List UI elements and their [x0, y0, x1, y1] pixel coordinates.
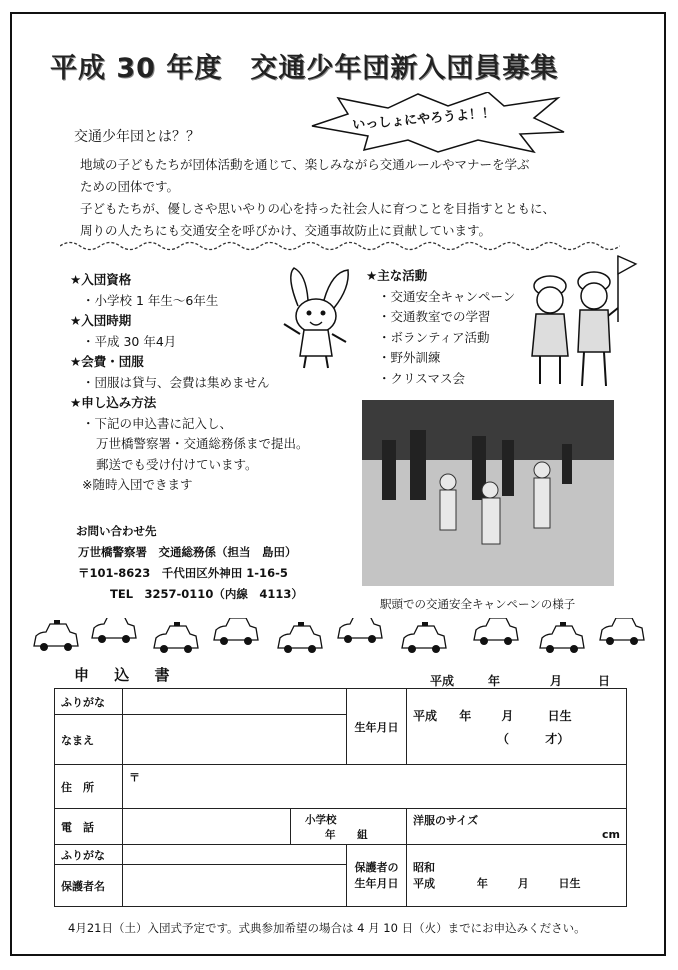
intro-heading: 交通少年団とは？？ — [74, 129, 200, 145]
police-car-icon — [154, 622, 198, 653]
guardian-furigana-label: ふりがな — [55, 845, 123, 865]
apply-line: 万世橋警察署・交通総務係まで提出。 — [96, 436, 309, 451]
era-showa: 昭和 — [413, 860, 435, 874]
police-car-icon — [600, 618, 644, 645]
activity-item: ・交通安全キャンペーン — [378, 288, 516, 304]
phone-field[interactable] — [123, 809, 291, 845]
intro-line: 地域の子どもたちが団体活動を通じて、楽しみながら交通ルールやマナーを学ぶ — [80, 157, 530, 172]
date-day[interactable]: 日 — [598, 674, 611, 688]
police-car-icon — [92, 618, 136, 643]
kids-with-flag-illustration — [522, 252, 638, 398]
school-year-label: 年 — [325, 828, 336, 841]
furigana-field[interactable] — [123, 689, 347, 715]
apply-line: ・下記の申込書に記入し、 — [82, 415, 233, 431]
activity-item: ・クリスマス会 — [378, 370, 466, 386]
rabbit-mascot-icon — [276, 266, 356, 370]
clothing-size-field[interactable] — [407, 809, 627, 845]
police-car-icon — [474, 618, 518, 645]
photo-caption: 駅頭での交通安全キャンペーンの様子 — [380, 597, 576, 611]
apply-line: 郵送でも受け付けています。 — [96, 456, 258, 472]
fee-heading: ★会費・団服 — [70, 354, 144, 369]
guardian-month: 月 — [517, 876, 529, 890]
intro-line: 周りの人たちにも交通安全を呼びかけ、交通事故防止に貢献しています。 — [80, 223, 492, 238]
police-car-icon — [278, 622, 322, 653]
birth-month: 月 — [501, 708, 514, 723]
application-form — [54, 688, 627, 907]
activity-item: ・交通教室での学習 — [378, 309, 491, 324]
contact-tel: TEL 3257-0110（内線 4113） — [110, 587, 303, 601]
guardian-name-field[interactable] — [123, 865, 347, 907]
period-heading: ★入団時期 — [70, 313, 132, 328]
era-heisei: 平成 — [413, 876, 435, 890]
guardian-birth-label-line: 生年月日 — [354, 876, 399, 890]
requirements-block — [70, 270, 309, 496]
guardian-name-label: 保護者名 — [55, 865, 123, 907]
cm-label: cm — [602, 828, 620, 841]
slogan-text: いっしょにやろうよ！！ — [351, 105, 496, 134]
birth-day: 日生 — [547, 708, 572, 723]
police-car-icon — [34, 620, 78, 651]
eligibility-text: ・小学校 1 年生～6年生 — [82, 292, 219, 308]
phone-label: 電 話 — [55, 809, 123, 845]
police-car-row — [30, 618, 650, 658]
intro-line: 子どもたちが、優しさや思いやりの心を持った社会人に育つことを目指すとともに、 — [80, 201, 556, 216]
name-label: なまえ — [55, 715, 123, 765]
clothing-size-label: 洋服のサイズ — [413, 814, 479, 827]
contact-block — [76, 521, 303, 605]
period-text: ・平成 30 年4月 — [82, 333, 177, 349]
police-car-icon — [214, 618, 258, 645]
footer-note: 4月21日（土）入団式予定です。式典参加希望の場合は 4 月 10 日（火）までにお申込みください。 — [68, 921, 586, 935]
birth-year: 年 — [459, 708, 472, 723]
school-class-label: 組 — [357, 828, 368, 841]
campaign-photo-scene — [362, 400, 614, 586]
guardian-birth-label — [347, 845, 407, 907]
activity-item: ・ボランティア活動 — [378, 329, 490, 345]
birth-era: 平成 — [413, 708, 438, 723]
date-era: 平成 — [430, 674, 455, 688]
guardian-birth-label-line: 保護者の — [354, 860, 399, 874]
fee-text: ・団服は貸与、会費は集めません — [82, 374, 270, 390]
guardian-birth-field[interactable] — [407, 845, 627, 907]
name-field[interactable] — [123, 715, 347, 765]
campaign-photo — [362, 400, 614, 586]
guardian-year: 年 — [476, 876, 488, 890]
page-title: 平成 30 年度 交通少年団新入団員募集 — [50, 53, 559, 84]
activity-item: ・野外訓練 — [378, 350, 441, 365]
contact-address: 〒101-8623 千代田区外神田 1-16-5 — [78, 566, 288, 580]
age-close: 才） — [545, 731, 570, 746]
activities-block — [366, 266, 515, 389]
birthdate-label: 生年月日 — [347, 689, 407, 765]
apply-heading: ★申し込み方法 — [70, 395, 157, 410]
form-heading: 申 込 書 — [74, 666, 180, 684]
school-field[interactable] — [291, 809, 407, 845]
eligibility-heading: ★入団資格 — [70, 272, 132, 287]
furigana-label: ふりがな — [55, 689, 123, 715]
contact-heading: お問い合わせ先 — [76, 524, 157, 538]
age-open: （ — [497, 731, 510, 746]
school-label: 小学校 — [305, 813, 337, 826]
police-car-icon — [338, 618, 382, 643]
birthdate-field[interactable] — [407, 689, 627, 765]
date-year[interactable]: 年 — [488, 674, 501, 688]
address-label: 住 所 — [55, 765, 123, 809]
police-car-icon — [540, 622, 584, 653]
postal-mark: 〒 — [129, 771, 140, 784]
guardian-furigana-field[interactable] — [123, 845, 347, 865]
guardian-day: 日生 — [558, 876, 581, 890]
contact-office: 万世橋警察署 交通総務係（担当 島田） — [78, 545, 297, 559]
anytime-note: ※随時入団できます — [82, 477, 193, 492]
police-car-icon — [402, 622, 446, 653]
date-month[interactable]: 月 — [550, 674, 563, 688]
address-field[interactable] — [123, 765, 627, 809]
intro-line: ための団体です。 — [80, 179, 180, 194]
activities-heading: ★主な活動 — [366, 268, 428, 283]
